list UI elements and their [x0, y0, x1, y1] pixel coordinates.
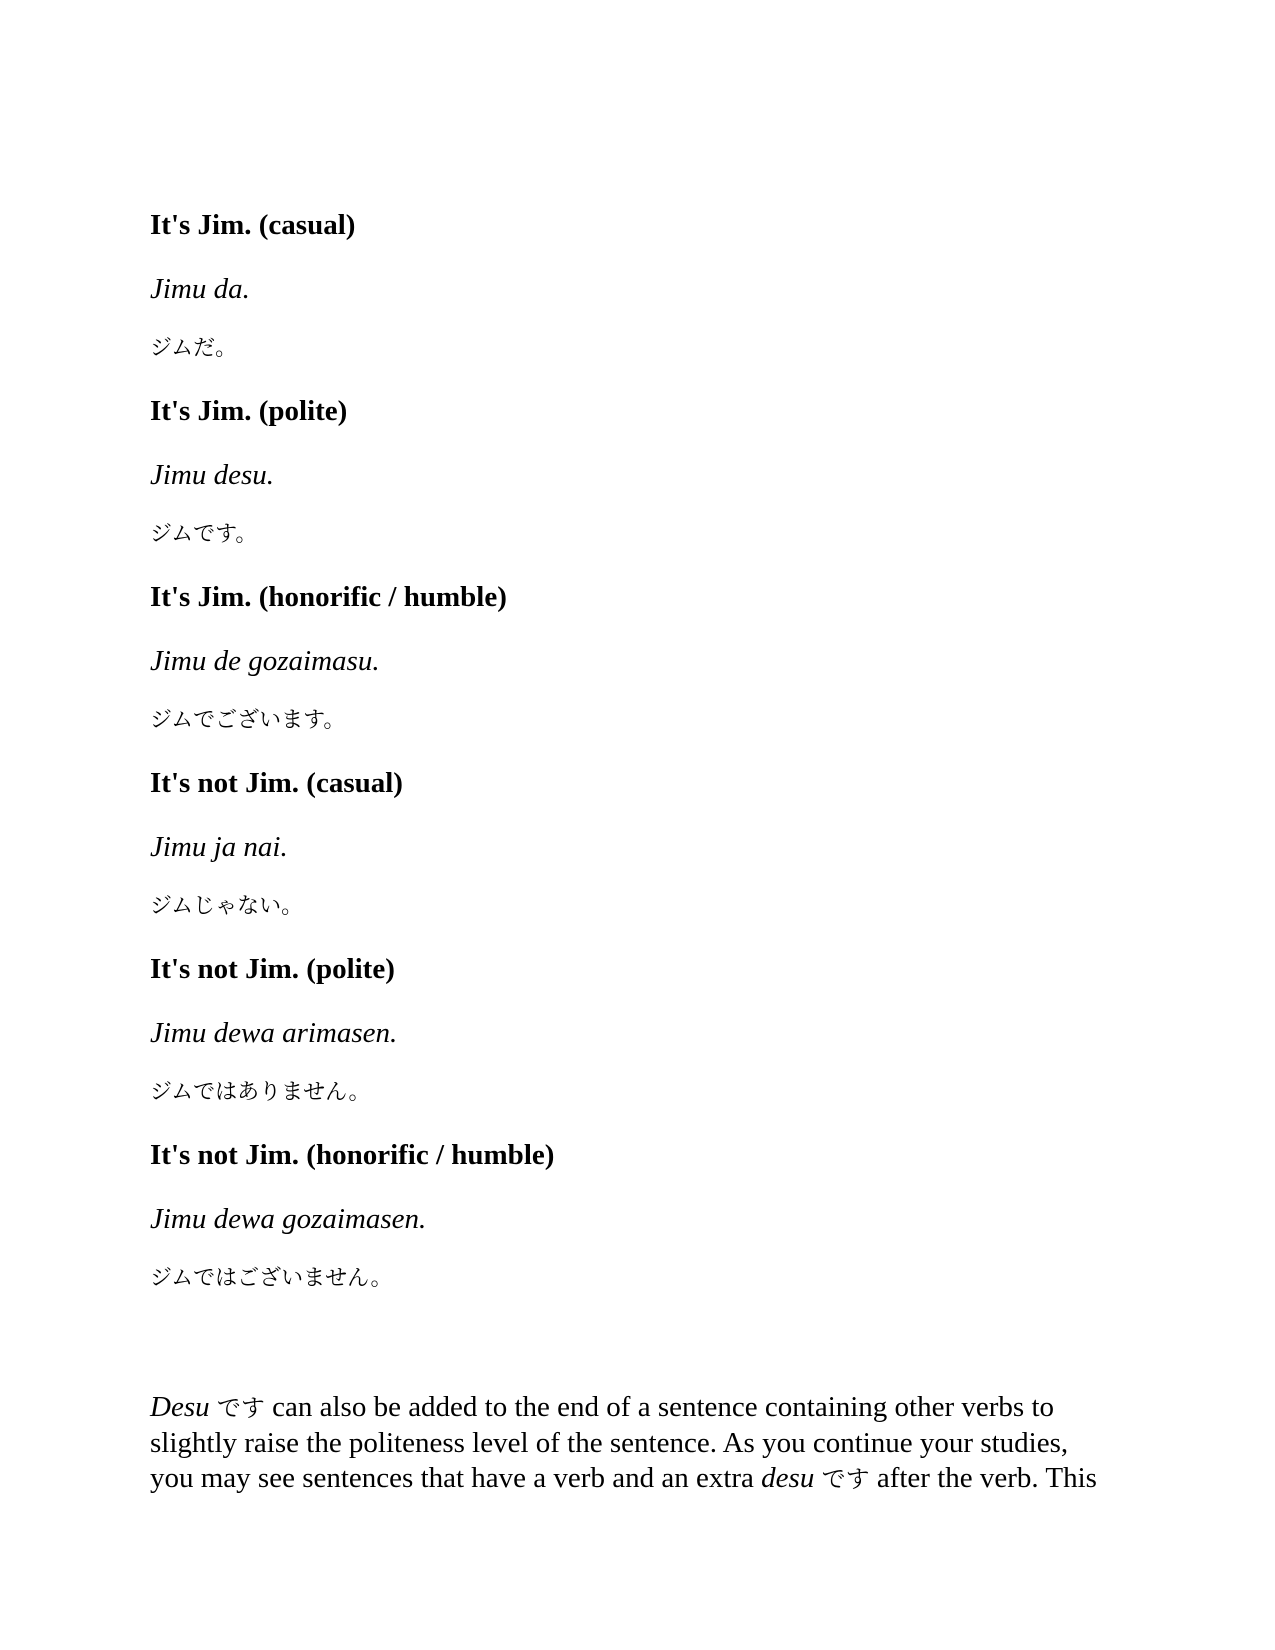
- desu-kana: です: [216, 1394, 265, 1422]
- example-romaji: Jimu da.: [150, 273, 250, 305]
- example-entry: [150, 1138, 1140, 1294]
- example-romaji: Jimu ja nai.: [150, 831, 288, 863]
- example-romaji: Jimu desu.: [150, 459, 275, 491]
- example-kana: ジムではございません。: [150, 1266, 393, 1291]
- paragraph-line: [150, 1461, 1140, 1497]
- example-romaji: Jimu dewa gozaimasen.: [150, 1203, 427, 1235]
- example-entry: [150, 952, 1140, 1108]
- example-entry: [150, 766, 1140, 922]
- example-entry: [150, 580, 1140, 736]
- example-heading: It's Jim. (honorific / humble): [150, 581, 507, 613]
- paragraph-line: [150, 1390, 1140, 1426]
- example-entry: [150, 394, 1140, 550]
- example-heading: It's not Jim. (honorific / humble): [150, 1139, 555, 1171]
- example-kana: ジムじゃない。: [150, 894, 304, 919]
- desu-romaji: desu: [761, 1462, 815, 1494]
- example-heading: It's not Jim. (polite): [150, 953, 395, 985]
- example-kana: ジムです。: [150, 522, 258, 547]
- desu-romaji: Desu: [150, 1391, 210, 1423]
- example-heading: It's Jim. (polite): [150, 395, 348, 427]
- example-heading: It's Jim. (casual): [150, 209, 356, 241]
- example-heading: It's not Jim. (casual): [150, 767, 403, 799]
- example-romaji: Jimu dewa arimasen.: [150, 1017, 398, 1049]
- body-paragraph: [150, 1390, 1140, 1497]
- example-list: [150, 208, 1140, 1294]
- example-romaji: Jimu de gozaimasu.: [150, 645, 380, 677]
- example-kana: ジムでございます。: [150, 708, 346, 733]
- example-entry: [150, 208, 1140, 364]
- paragraph-text: after the verb. This: [869, 1462, 1097, 1494]
- paragraph-text: you may see sentences that have a verb and an extra: [150, 1462, 762, 1494]
- example-kana: ジムだ。: [150, 336, 238, 361]
- paragraph-text: can also be added to the end of a sentence containing other verbs to: [264, 1391, 1055, 1423]
- paragraph-line: slightly raise the politeness level of the sentence. As you continue your studies,: [150, 1427, 1069, 1459]
- desu-kana: です: [821, 1465, 870, 1493]
- example-kana: ジムではありません。: [150, 1080, 371, 1105]
